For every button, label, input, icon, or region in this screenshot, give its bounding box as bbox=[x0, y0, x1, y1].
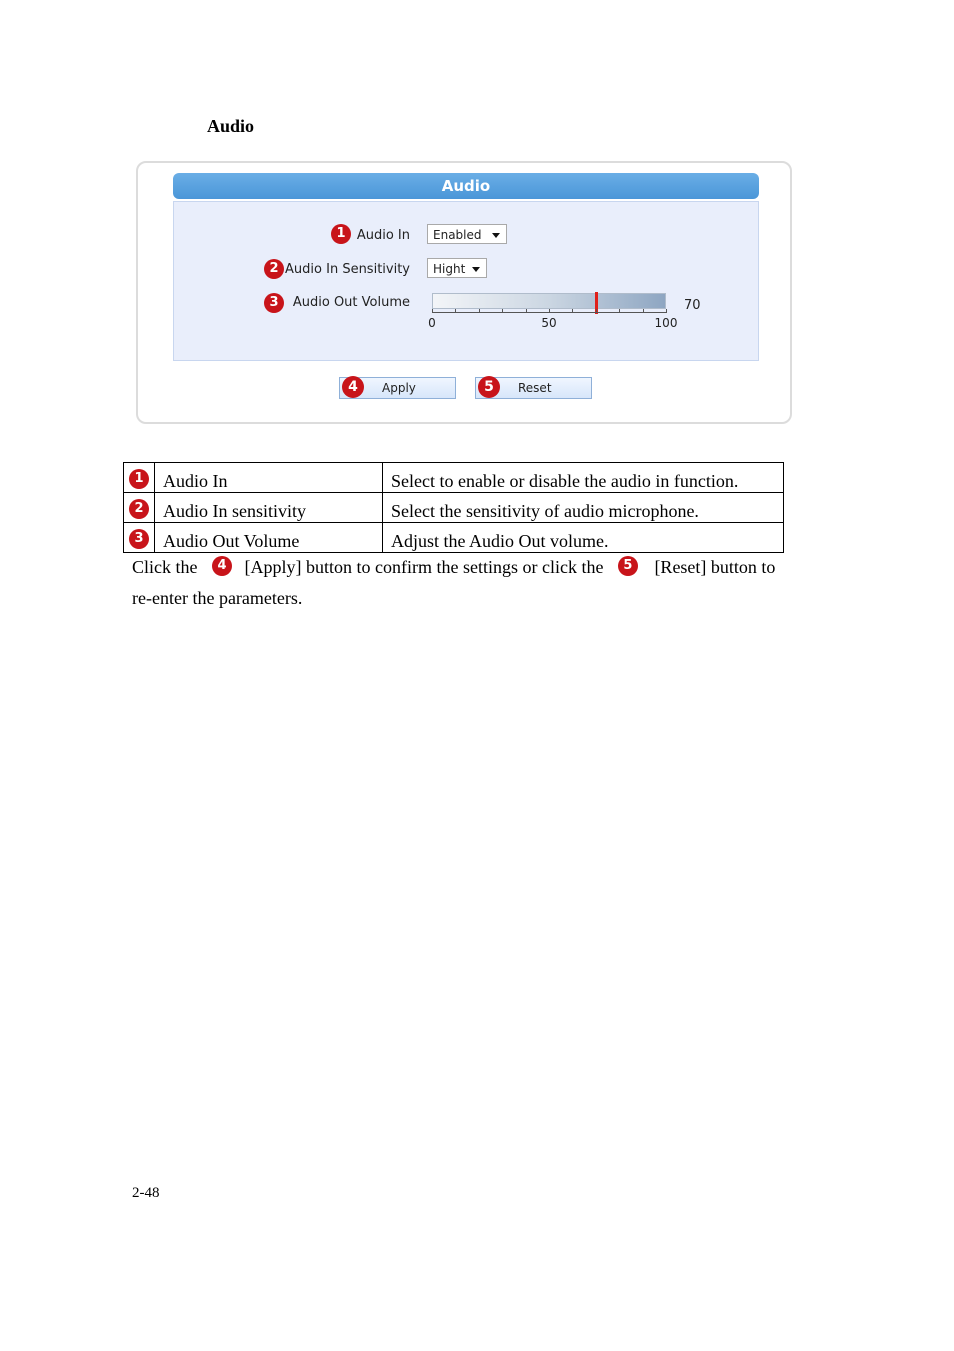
table-cell-name: Audio In sensitivity bbox=[155, 493, 383, 523]
slider-tick bbox=[643, 309, 644, 313]
volume-value: 70 bbox=[684, 298, 701, 313]
paragraph-text: [Reset] button to bbox=[654, 557, 776, 577]
marker-5-icon: 5 bbox=[478, 376, 500, 398]
audio-in-sensitivity-select[interactable] bbox=[427, 258, 487, 278]
table-cell-name: Audio Out Volume bbox=[155, 523, 383, 553]
marker-4-icon: 4 bbox=[342, 376, 364, 398]
description-table bbox=[123, 462, 784, 553]
instruction-paragraph bbox=[132, 557, 775, 580]
chevron-down-icon bbox=[492, 233, 500, 238]
marker-2-icon: 2 bbox=[129, 499, 149, 519]
marker-5-icon: 5 bbox=[618, 556, 638, 576]
slider-tick bbox=[455, 309, 456, 313]
marker-3-icon: 3 bbox=[129, 529, 149, 549]
slider-tick bbox=[596, 309, 597, 313]
slider-tick bbox=[526, 309, 527, 313]
table-row bbox=[124, 463, 784, 493]
table-row bbox=[124, 493, 784, 523]
audio-in-sensitivity-value: Hight bbox=[433, 262, 466, 276]
section-title: Audio bbox=[207, 116, 255, 136]
table-cell-name: Audio In bbox=[155, 463, 383, 493]
paragraph-text: Click the bbox=[132, 557, 198, 577]
paragraph-line-2: re-enter the parameters. bbox=[132, 588, 303, 608]
audio-in-label: Audio In bbox=[356, 228, 410, 243]
marker-2-icon: 2 bbox=[264, 259, 284, 279]
audio-in-value: Enabled bbox=[433, 228, 482, 242]
slider-tick-label: 0 bbox=[428, 316, 436, 330]
table-row bbox=[124, 523, 784, 553]
slider-tick bbox=[666, 309, 667, 313]
table-cell-desc: Select to enable or disable the audio in function. bbox=[383, 463, 784, 493]
table-cell-desc: Select the sensitivity of audio microphone. bbox=[383, 493, 784, 523]
slider-tick bbox=[502, 309, 503, 313]
slider-tick bbox=[549, 309, 550, 313]
chevron-down-icon bbox=[472, 267, 480, 272]
slider-tick-label: 100 bbox=[654, 316, 678, 330]
audio-settings-panel bbox=[136, 161, 792, 424]
paragraph-text: [Apply] button to confirm the settings or click the bbox=[244, 557, 604, 577]
marker-1-icon: 1 bbox=[331, 224, 351, 244]
reset-button[interactable] bbox=[475, 377, 592, 399]
audio-in-sensitivity-label: Audio In Sensitivity bbox=[285, 262, 410, 277]
panel-header: Audio bbox=[173, 173, 759, 199]
slider-tick-label: 50 bbox=[541, 316, 557, 330]
audio-in-select[interactable] bbox=[427, 224, 507, 244]
marker-4-icon: 4 bbox=[212, 556, 232, 576]
apply-button[interactable] bbox=[339, 377, 456, 399]
audio-out-volume-label: Audio Out Volume bbox=[292, 295, 410, 310]
marker-3-icon: 3 bbox=[264, 293, 284, 313]
marker-1-icon: 1 bbox=[129, 469, 149, 489]
slider-tick bbox=[572, 309, 573, 313]
slider-tick bbox=[432, 309, 433, 313]
page-number: 2-48 bbox=[132, 1185, 160, 1201]
reset-button-label: Reset bbox=[518, 381, 552, 395]
table-cell-desc: Adjust the Audio Out volume. bbox=[383, 523, 784, 553]
slider-tick bbox=[479, 309, 480, 313]
slider-tick bbox=[619, 309, 620, 313]
apply-button-label: Apply bbox=[382, 381, 416, 395]
audio-out-volume-slider[interactable] bbox=[432, 293, 666, 309]
panel-body bbox=[173, 201, 759, 361]
